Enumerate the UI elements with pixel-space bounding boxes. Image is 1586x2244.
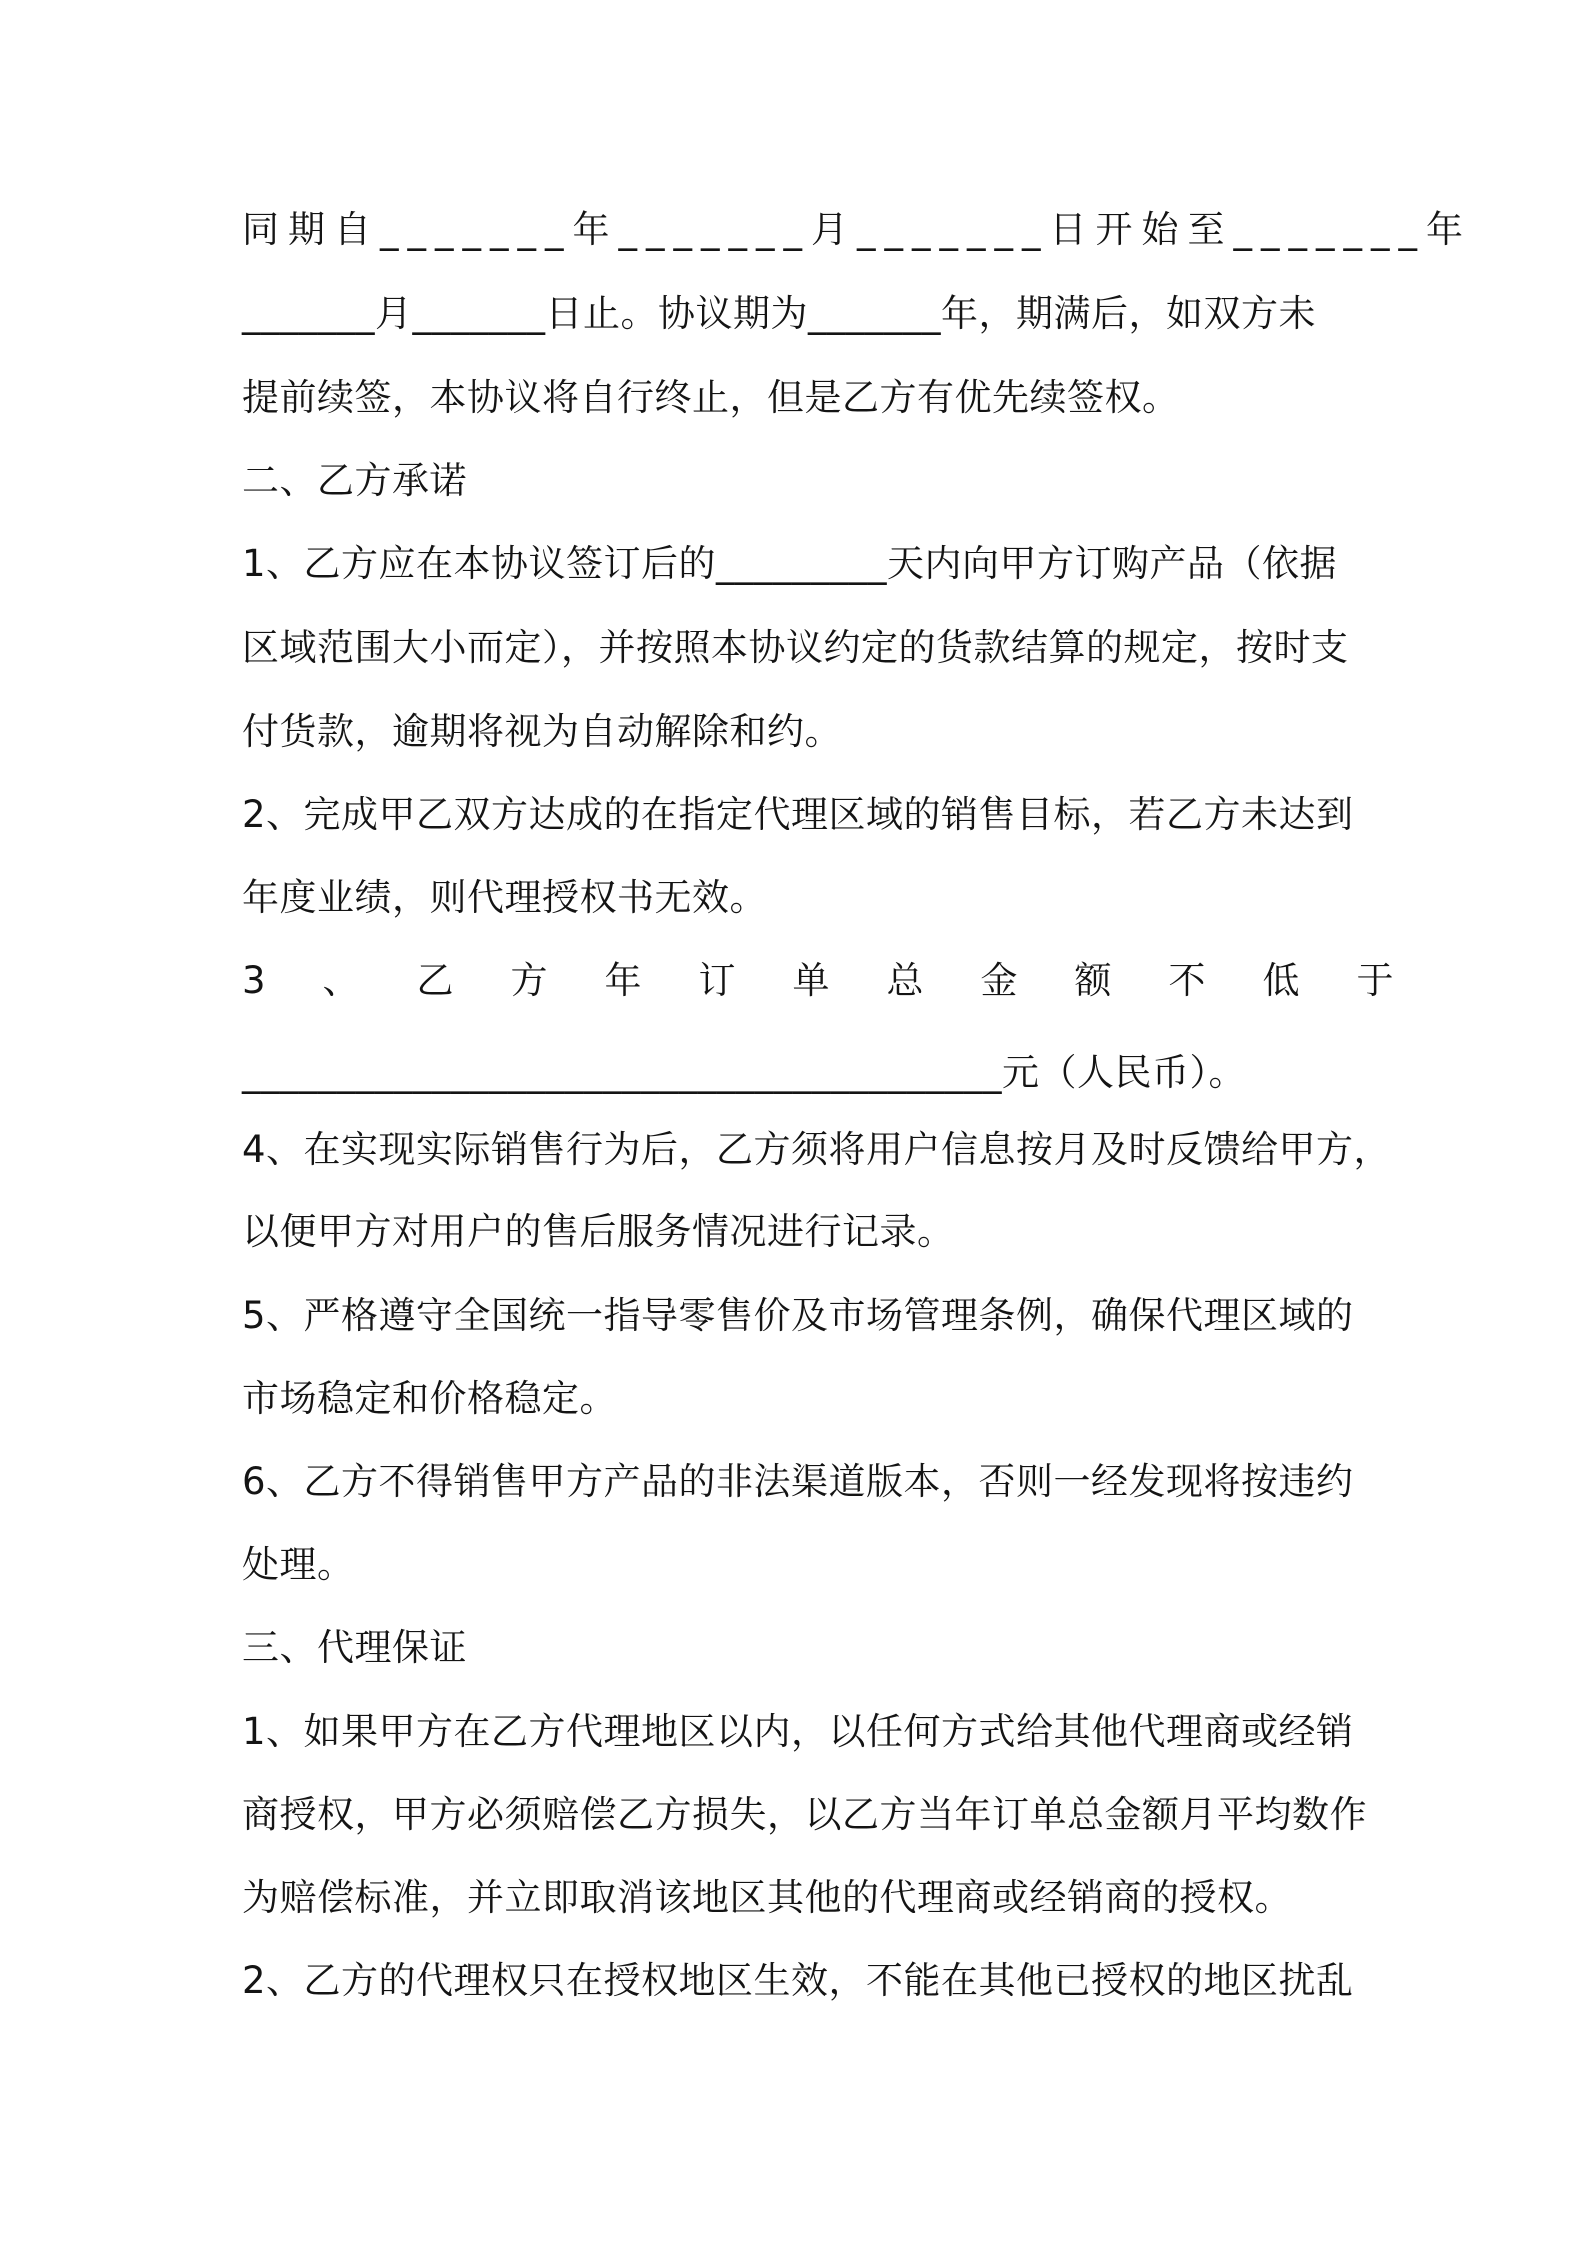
text-run: 同期自_______年_______月_______日开始至_______年: [242, 208, 1472, 251]
paragraph-line: 区域范围大小而定），并按照本协议约定的货款结算的规定，按时支: [242, 626, 1349, 669]
paragraph-line: 付货款，逾期将视为自动解除和约。: [242, 710, 842, 753]
paragraph-line: 5、严格遵守全国统一指导零售价及市场管理条例，确保代理区域的: [242, 1294, 1354, 1337]
paragraph-line: 1、如果甲方在乙方代理地区以内，以任何方式给其他代理商或经销: [242, 1710, 1354, 1753]
section-heading: 三、代理保证: [242, 1626, 467, 1669]
paragraph-line: 提前续签，本协议将自行终止，但是乙方有优先续签权。: [242, 376, 1180, 419]
paragraph-line: _______月_______日止。协议期为_______年，期满后，如双方未: [242, 292, 1316, 335]
paragraph-line: 2、乙方的代理权只在授权地区生效，不能在其他已授权的地区扰乱: [242, 1959, 1354, 2002]
paragraph-line: 6、乙方不得销售甲方产品的非法渠道版本，否则一经发现将按违约: [242, 1460, 1354, 1503]
paragraph-line: 1、乙方应在本协议签订后的_________天内向甲方订购产品（依据: [242, 542, 1338, 585]
paragraph-line: ________________________________________元（人民币）。: [242, 1051, 1246, 1094]
paragraph-line: 市场稳定和价格稳定。: [242, 1377, 617, 1420]
paragraph-line: 2、完成甲乙双方达成的在指定代理区域的销售目标，若乙方未达到: [242, 793, 1354, 836]
paragraph-line: [242, 204, 1472, 256]
section-heading: 二、乙方承诺: [242, 459, 467, 502]
paragraph-line: 年度业绩，则代理授权书无效。: [242, 876, 767, 919]
paragraph-line: 处理。: [242, 1543, 355, 1586]
paragraph-line: 以便甲方对用户的售后服务情况进行记录。: [242, 1210, 955, 1253]
paragraph-line: 3、乙方年订单总金额不低于: [242, 959, 1451, 1002]
paragraph-line: 4、在实现实际销售行为后，乙方须将用户信息按月及时反馈给甲方，: [242, 1128, 1392, 1171]
paragraph-line: 为赔偿标准，并立即取消该地区其他的代理商或经销商的授权。: [242, 1876, 1292, 1919]
paragraph-line: 商授权，甲方必须赔偿乙方损失，以乙方当年订单总金额月平均数作: [242, 1793, 1367, 1836]
